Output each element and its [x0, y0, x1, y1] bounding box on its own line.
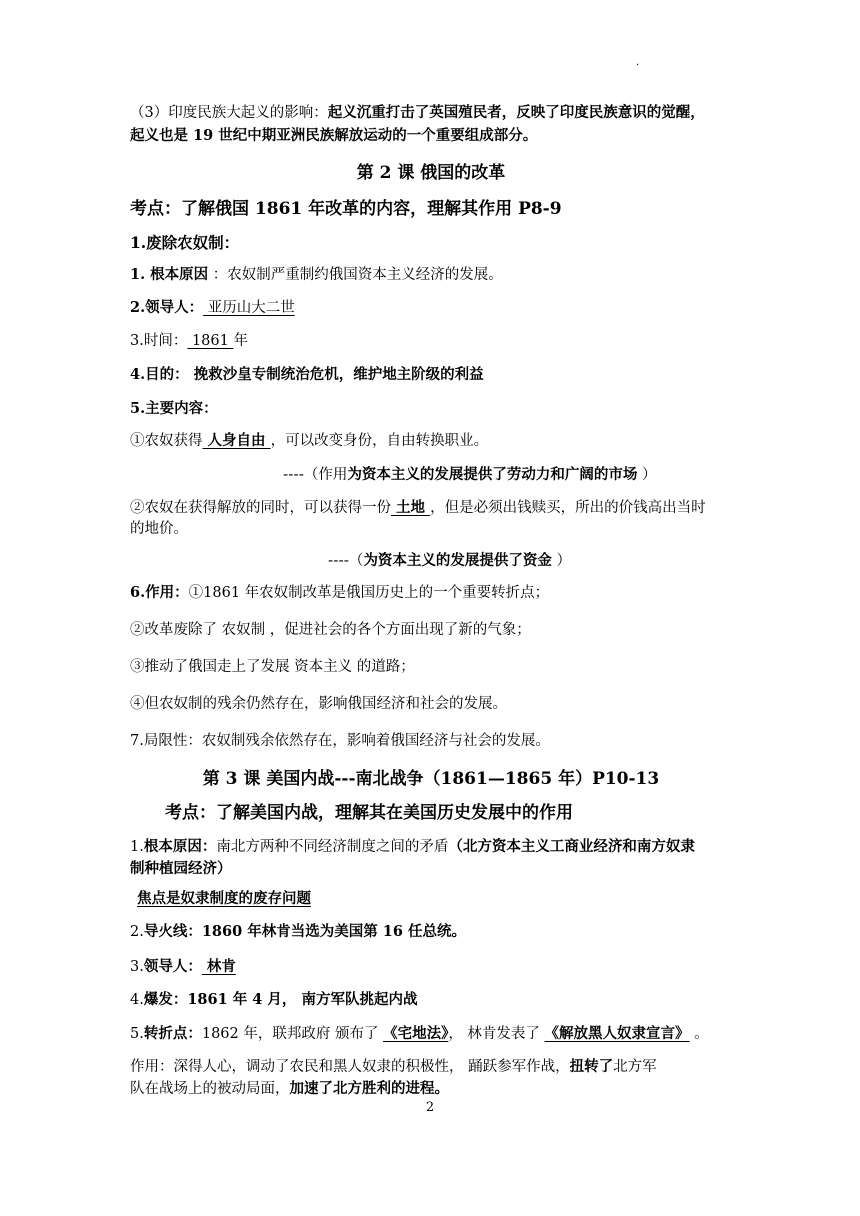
content-point-1: ①农奴获得 人身自由 ，可以改变身份，自由转换职业。: [130, 432, 489, 449]
page-number: 2: [425, 1100, 435, 1115]
content-point-2-line2: 的地价。: [130, 521, 188, 537]
outbreak: 4.爆发：1861 年 4 月， 南方军队挑起内战: [130, 991, 418, 1008]
content-point-2-line1: ②农奴在获得解放的同时，可以获得一份 土地 ，但是必须出钱赎买，所出的价钱高出当时: [130, 499, 706, 516]
item-purpose: 4.目的： 挽救沙皇专制统治危机，维护地主阶级的利益: [130, 366, 484, 383]
effect-3: ③推动了俄国走上了发展 资本主义 的道路；: [130, 659, 415, 675]
item-root-cause: 1. 根本原因 ：农奴制严重制约俄国资本主义经济的发展。: [130, 266, 503, 283]
leader: 3.领导人： 林肯: [130, 958, 236, 975]
turning-point: 5.转折点：1862 年，联邦政府 颁布了 《宅地法》， 林肯发表了 《解放黑人奴隶宣言》 。: [130, 1025, 709, 1042]
effect-4: ④但农奴制的残余仍然存在，影响俄国经济和社会的发展。: [130, 696, 507, 712]
root-cause-line1: 1.根本原因：南北方两种不同经济制度之间的矛盾（北方资本主义工商业经济和南方奴隶: [130, 838, 695, 855]
lesson2-exam-point: 考点：了解俄国 1861 年改革的内容，理解其作用 P8-9: [130, 199, 562, 219]
limitation: 7.局限性：农奴制残余依然存在，影响着俄国经济与社会的发展。: [130, 733, 550, 749]
lesson3-exam-point: 考点：了解美国内战，理解其在美国历史发展中的作用: [165, 803, 573, 823]
paragraph-impact-line2: 起义也是 19 世纪中期亚洲民族解放运动的一个重要组成部分。: [130, 127, 538, 144]
item-time: 3.时间： 1861 年: [130, 333, 248, 349]
effect-1: 6.作用：①1861 年农奴制改革是俄国历史上的一个重要转折点；: [130, 584, 550, 601]
root-cause-line2: 制种植园经济）: [130, 860, 232, 877]
item-content-heading: 5.主要内容：: [130, 400, 218, 417]
effect-2: ②改革废除了 农奴制 ，促进社会的各个方面出现了新的气象；: [130, 622, 531, 638]
item-leader: 2.领导人： 亚历山大二世: [130, 299, 295, 316]
lesson2-title: 第 2 课 俄国的改革: [356, 163, 506, 183]
page-dot: ·: [636, 60, 640, 71]
content-point-1-note: ----（作用为资本主义的发展提供了劳动力和广阔的市场 ）: [283, 466, 657, 483]
effect-line1: 作用：深得人心，调动了农民和黑人奴隶的积极性， 踊跃参军作战，扭转了北方军: [130, 1058, 657, 1075]
paragraph-impact-line1: （3）印度民族大起义的影响：起义沉重打击了英国殖民者，反映了印度民族意识的觉醒，: [130, 104, 705, 121]
lesson2-heading-serfdom: 1.废除农奴制：: [130, 233, 240, 252]
effect-line2: 队在战场上的被动局面，加速了北方胜利的进程。: [130, 1080, 449, 1097]
lesson3-title: 第 3 课 美国内战---南北战争（1861—1865 年）P10-13: [202, 769, 660, 789]
trigger: 2.导火线：1860 年林肯当选为美国第 16 任总统。: [130, 923, 467, 940]
content-point-2-note: ----（为资本主义的发展提供了资金 ）: [328, 552, 572, 569]
focus-line: 焦点是奴隶制度的废存问题: [137, 890, 311, 907]
